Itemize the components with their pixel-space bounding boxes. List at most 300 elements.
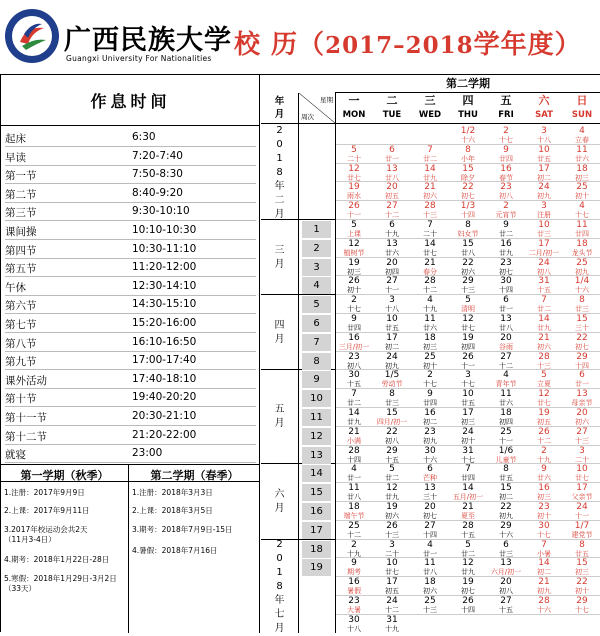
date-cell xyxy=(411,276,449,294)
lunar-label: 初六 xyxy=(537,342,551,351)
week-header-bottom: 周次 xyxy=(301,113,314,121)
lunar-label: 初九 xyxy=(537,192,551,201)
date-number: 29 xyxy=(500,520,512,531)
lunar-label: 初九 xyxy=(499,512,513,520)
date-number: 24 xyxy=(386,596,398,606)
date-number: 21 xyxy=(462,502,474,512)
date-number: 23 xyxy=(538,502,550,512)
schedule-row xyxy=(5,277,255,296)
lunar-label: 初七 xyxy=(499,267,513,276)
schedule-row xyxy=(5,388,255,407)
date-cell xyxy=(411,182,449,200)
date-number: 5 xyxy=(351,220,357,230)
date-cell xyxy=(449,521,487,539)
lunar-label: 初十 xyxy=(575,587,589,596)
lunar-label: 十三 xyxy=(423,211,437,220)
date-number: 1/4 xyxy=(574,276,590,287)
date-number: 28 xyxy=(462,520,474,531)
week-number: 7 xyxy=(302,334,331,351)
lunar-label: 十七 xyxy=(575,211,589,220)
date-cell xyxy=(411,521,449,539)
date-cell xyxy=(449,389,487,407)
date-cell xyxy=(563,558,600,576)
calendar-panel xyxy=(261,75,600,633)
day-header-cn: 六 xyxy=(538,94,550,107)
date-number: 30 xyxy=(348,370,360,381)
left-panel xyxy=(1,75,260,633)
date-cell xyxy=(525,446,563,464)
lunar-label: 廿六 xyxy=(575,154,589,163)
date-number: 7 xyxy=(351,389,357,400)
date-number: 28 xyxy=(424,201,436,212)
lunar-label: 十九 xyxy=(423,305,437,314)
week-number: 9 xyxy=(302,371,331,388)
date-cell xyxy=(563,446,600,464)
date-cell xyxy=(525,352,563,370)
date-number: 27 xyxy=(500,351,512,362)
lunar-label: 初四 xyxy=(385,267,399,276)
lunar-label: 廿六 xyxy=(423,324,437,332)
lunar-label: 三十 xyxy=(423,493,437,502)
date-cell xyxy=(525,182,563,200)
date-number: 1/5 xyxy=(384,370,400,381)
lunar-label: 初三 xyxy=(461,418,475,426)
date-number: 19 xyxy=(462,332,474,343)
date-cell xyxy=(487,276,525,294)
lunar-label: 十七 xyxy=(461,455,475,464)
lunar-label: 大暑 xyxy=(347,606,361,614)
lunar-label: 十九 xyxy=(537,455,551,464)
date-number: 29 xyxy=(576,351,588,362)
date-cell xyxy=(487,201,525,219)
date-number: 28 xyxy=(348,445,360,456)
day-header xyxy=(335,93,373,123)
schedule-row xyxy=(5,128,255,147)
lunar-label: 小暑 xyxy=(537,549,551,558)
month-char: 月 xyxy=(274,333,285,345)
date-cell xyxy=(563,596,600,614)
lunar-label: 初八 xyxy=(347,361,361,370)
date-cell xyxy=(335,258,373,276)
lunar-label: 初三 xyxy=(575,173,589,182)
divider xyxy=(1,125,260,126)
month-char: 1 xyxy=(276,153,283,164)
date-cell xyxy=(487,408,525,426)
date-cell xyxy=(563,164,600,182)
period-time: 15:20-16:00 xyxy=(132,317,197,329)
date-number: 19 xyxy=(538,408,550,418)
date-number: 16 xyxy=(538,483,550,494)
date-cell xyxy=(525,164,563,182)
week-number: 8 xyxy=(302,353,331,370)
schedule-title: 作息时间 xyxy=(90,92,171,111)
date-number: 19 xyxy=(348,257,360,268)
lunar-label: 立春 xyxy=(575,136,589,144)
date-cell xyxy=(373,276,411,294)
date-cell xyxy=(335,558,373,576)
date-cell xyxy=(335,201,373,219)
date-cell xyxy=(335,446,373,464)
lunar-label: 廿一 xyxy=(575,380,589,389)
lunar-label: 初六 xyxy=(461,267,475,276)
lunar-label: 廿二 xyxy=(347,399,361,408)
date-number: 12 xyxy=(386,483,398,494)
date-number: 4 xyxy=(427,295,433,306)
date-number: 10 xyxy=(386,314,398,324)
lunar-label: 十六 xyxy=(575,286,589,295)
lunar-label: 十三 xyxy=(461,286,475,295)
lunar-label: 十一 xyxy=(499,436,513,445)
month-label xyxy=(261,319,298,347)
date-cell xyxy=(487,239,525,257)
month-label xyxy=(261,124,298,222)
week-number: 5 xyxy=(302,296,331,313)
week-number: 6 xyxy=(302,315,331,332)
date-number: 15 xyxy=(462,238,474,249)
lunar-label: 清明 xyxy=(461,305,475,314)
lunar-label: 廿七 xyxy=(385,568,399,577)
period-time: 7:50-8:30 xyxy=(132,168,183,181)
lunar-label: 初六 xyxy=(575,418,589,426)
date-number: 14 xyxy=(424,238,436,249)
date-number: 18 xyxy=(500,408,512,418)
lunar-label: 谷雨 xyxy=(499,342,513,351)
month-label xyxy=(261,538,298,636)
date-cell xyxy=(525,596,563,614)
date-number: 16 xyxy=(348,332,360,343)
date-number: 1/3 xyxy=(460,201,476,212)
lunar-label: 雨水 xyxy=(347,192,361,201)
week-number: 15 xyxy=(302,484,331,501)
date-cell xyxy=(525,239,563,257)
date-cell xyxy=(373,502,411,520)
date-cell xyxy=(449,370,487,388)
date-number: 1/6 xyxy=(498,445,514,456)
date-cell xyxy=(487,558,525,576)
date-number: 17 xyxy=(386,577,398,588)
date-cell xyxy=(487,314,525,332)
lunar-label: 廿七 xyxy=(575,474,589,483)
date-cell xyxy=(487,446,525,464)
lunar-label: 初九 xyxy=(423,436,437,445)
lunar-label: 初二 xyxy=(385,342,399,351)
lunar-label: 母亲节 xyxy=(571,399,593,408)
lunar-label: 十二 xyxy=(499,361,513,370)
period-name: 起床 xyxy=(5,133,26,145)
date-number: 6 xyxy=(579,370,585,381)
date-number: 8 xyxy=(579,539,585,550)
date-number: 10 xyxy=(576,464,588,475)
schedule-row xyxy=(5,314,255,333)
date-cell xyxy=(373,427,411,445)
second-term-title: 第二学期（春季） xyxy=(150,469,239,482)
month-header xyxy=(261,93,298,121)
month-char: 月 xyxy=(274,418,285,430)
lunar-label: 廿九 xyxy=(423,173,437,182)
date-cell xyxy=(525,201,563,219)
date-cell xyxy=(335,577,373,595)
lunar-label: 十四 xyxy=(575,361,589,370)
date-cell xyxy=(335,389,373,407)
date-cell xyxy=(373,483,411,501)
lunar-label: 廿九 xyxy=(347,418,361,426)
lunar-label: 十一 xyxy=(461,361,475,370)
schedule-row xyxy=(5,258,255,277)
date-cell xyxy=(373,464,411,482)
date-cell xyxy=(487,145,525,163)
date-cell xyxy=(449,352,487,370)
date-number: 6 xyxy=(389,220,395,230)
date-cell xyxy=(487,389,525,407)
day-header-en: WED xyxy=(418,110,442,120)
lunar-label: 廿四 xyxy=(499,154,513,163)
period-time: 17:00-17:40 xyxy=(132,354,197,367)
date-number: 20 xyxy=(424,502,436,512)
lunar-label: 十四 xyxy=(499,286,513,295)
lunar-label: 十五 xyxy=(347,380,361,389)
lunar-label: 初八 xyxy=(499,192,513,201)
date-cell xyxy=(373,370,411,388)
date-cell xyxy=(335,295,373,313)
date-cell xyxy=(335,427,373,445)
date-cell xyxy=(487,164,525,182)
first-term-item: 3.2017年校运动会共2天 xyxy=(4,525,88,534)
date-cell xyxy=(373,540,411,558)
month-char: 年 xyxy=(274,181,285,192)
lunar-label: 植树节 xyxy=(343,248,365,257)
date-number: 10 xyxy=(538,220,550,230)
date-cell xyxy=(563,295,600,313)
date-cell xyxy=(335,182,373,200)
lunar-label: 十三 xyxy=(385,530,399,539)
date-cell xyxy=(411,164,449,182)
date-number: 18 xyxy=(424,577,436,588)
day-header-cn: 二 xyxy=(386,94,398,107)
date-cell xyxy=(373,521,411,539)
lunar-label: 十五 xyxy=(499,606,513,614)
date-number: 4 xyxy=(579,201,585,212)
date-cell xyxy=(487,182,525,200)
date-cell xyxy=(449,239,487,257)
date-cell xyxy=(525,389,563,407)
period-name: 午休 xyxy=(5,281,26,294)
date-number: 26 xyxy=(538,426,550,437)
period-name: 第十二节 xyxy=(5,430,47,443)
lunar-label: 初九 xyxy=(537,587,551,596)
week-number: 13 xyxy=(302,447,331,464)
day-header-en: THU xyxy=(458,110,478,120)
date-cell xyxy=(487,220,525,238)
date-cell xyxy=(411,258,449,276)
date-number: 2 xyxy=(503,201,509,212)
period-time: 20:30-21:10 xyxy=(132,410,197,422)
date-number: 13 xyxy=(500,558,512,569)
date-cell xyxy=(563,408,600,426)
period-time: 10:30-11:10 xyxy=(132,242,197,255)
month-char: 二 xyxy=(274,195,285,206)
date-number: 22 xyxy=(576,332,588,343)
date-number: 18 xyxy=(424,332,436,343)
date-cell xyxy=(563,502,600,520)
date-number: 5 xyxy=(465,539,471,550)
date-number: 11 xyxy=(576,144,588,155)
date-number: 27 xyxy=(386,276,398,287)
date-number: 7 xyxy=(541,539,547,550)
date-cell xyxy=(563,352,600,370)
date-cell xyxy=(487,295,525,313)
date-number: 22 xyxy=(462,182,474,193)
lunar-label: 期考 xyxy=(347,568,361,577)
lunar-label: 廿五 xyxy=(461,399,475,408)
date-number: 17 xyxy=(538,238,550,249)
lunar-label: 廿四 xyxy=(575,230,589,238)
lunar-label: 二月/初一 xyxy=(528,248,560,257)
lunar-label: 十九 xyxy=(347,549,361,558)
week-number: 17 xyxy=(302,522,331,539)
date-cell xyxy=(449,145,487,163)
schedule-row xyxy=(5,295,255,314)
date-cell xyxy=(487,540,525,558)
second-term-item: 1.注册：2018年3月3日 xyxy=(132,488,213,497)
date-number: 5 xyxy=(541,370,547,381)
period-time: 19:40-20:20 xyxy=(132,391,197,404)
date-number: 24 xyxy=(386,351,398,362)
date-number: 27 xyxy=(500,596,512,606)
date-cell xyxy=(525,558,563,576)
lunar-label: 初三 xyxy=(537,493,551,502)
date-cell xyxy=(487,464,525,482)
date-number: 2 xyxy=(351,295,357,306)
date-cell xyxy=(373,314,411,332)
date-cell xyxy=(411,558,449,576)
month-char: 六 xyxy=(274,489,285,500)
lunar-label: 四月/初一 xyxy=(376,418,408,426)
date-cell xyxy=(373,577,411,595)
date-cell xyxy=(335,521,373,539)
date-cell xyxy=(335,239,373,257)
date-cell xyxy=(449,502,487,520)
date-cell xyxy=(487,258,525,276)
date-cell xyxy=(525,483,563,501)
lunar-label: 初二 xyxy=(537,173,551,182)
date-cell xyxy=(373,220,411,238)
date-number: 21 xyxy=(348,426,360,437)
date-cell xyxy=(525,295,563,313)
day-header xyxy=(525,93,563,123)
date-cell xyxy=(335,483,373,501)
lunar-label: 十一 xyxy=(385,286,399,295)
date-cell xyxy=(373,558,411,576)
date-cell xyxy=(373,615,411,633)
month-char: 0 xyxy=(276,139,283,150)
date-number: 11 xyxy=(576,220,588,230)
date-number: 24 xyxy=(576,502,588,512)
lunar-label: 二十 xyxy=(423,230,437,238)
date-cell xyxy=(335,596,373,614)
schedule-row xyxy=(5,147,255,166)
lunar-label: 十五 xyxy=(385,455,399,464)
date-cell xyxy=(411,333,449,351)
date-cell xyxy=(449,201,487,219)
date-cell xyxy=(373,352,411,370)
date-cell xyxy=(449,427,487,445)
day-header-cn: 一 xyxy=(348,94,360,107)
date-cell xyxy=(563,258,600,276)
date-cell xyxy=(449,596,487,614)
date-number: 7 xyxy=(427,220,433,230)
date-cell xyxy=(411,295,449,313)
date-number: 24 xyxy=(462,426,474,437)
date-cell xyxy=(487,596,525,614)
month-char: 三 xyxy=(274,244,285,256)
date-number: 13 xyxy=(576,389,588,400)
lunar-label: 注册 xyxy=(537,211,551,220)
date-number: 9 xyxy=(541,464,547,475)
date-cell xyxy=(487,333,525,351)
date-number: 20 xyxy=(576,408,588,418)
week-number: 16 xyxy=(302,503,331,520)
date-cell xyxy=(335,540,373,558)
date-cell xyxy=(411,483,449,501)
second-term-item: 4.暑假：2018年7月16日 xyxy=(132,546,218,555)
date-cell xyxy=(563,182,600,200)
university-name: 广西民族大学 xyxy=(64,25,232,56)
date-cell xyxy=(373,446,411,464)
lunar-label: 十七 xyxy=(461,380,475,389)
date-cell xyxy=(449,540,487,558)
date-cell xyxy=(525,220,563,238)
period-time: 23:00 xyxy=(132,447,163,460)
lunar-label: 廿八 xyxy=(347,493,361,502)
lunar-label: 初七 xyxy=(461,587,475,596)
lunar-label: 廿四 xyxy=(461,474,475,483)
date-number: 29 xyxy=(386,445,398,456)
date-number: 10 xyxy=(386,558,398,569)
month-label xyxy=(261,488,298,516)
date-cell xyxy=(335,276,373,294)
date-cell xyxy=(335,145,373,163)
date-number: 30 xyxy=(500,276,512,287)
schedule-row xyxy=(5,444,255,463)
period-name: 第五节 xyxy=(5,263,37,276)
week-header xyxy=(299,93,335,123)
date-cell xyxy=(373,182,411,200)
date-cell xyxy=(525,502,563,520)
date-number: 4 xyxy=(503,370,509,381)
date-number: 27 xyxy=(386,201,398,212)
lunar-label: 廿八 xyxy=(385,173,399,182)
date-number: 24 xyxy=(538,182,550,193)
second-term-item: 3.期考：2018年7月9日-15日 xyxy=(132,525,233,534)
lunar-label: 十五 xyxy=(461,530,475,539)
date-cell xyxy=(411,540,449,558)
day-header-cn: 三 xyxy=(424,94,436,107)
date-number: 7 xyxy=(541,295,547,306)
date-cell xyxy=(563,333,600,351)
date-cell xyxy=(335,502,373,520)
day-header xyxy=(449,93,487,123)
week-number: 18 xyxy=(302,541,331,558)
date-cell xyxy=(411,352,449,370)
date-number: 26 xyxy=(348,201,360,212)
month-char: 8 xyxy=(276,167,283,178)
period-time: 6:30 xyxy=(132,131,156,143)
date-number: 25 xyxy=(424,596,436,606)
lunar-label: 十二 xyxy=(347,530,361,539)
lunar-label: 上课 xyxy=(347,230,361,238)
period-name: 早读 xyxy=(5,151,26,164)
lunar-label: 夏至 xyxy=(461,512,475,520)
